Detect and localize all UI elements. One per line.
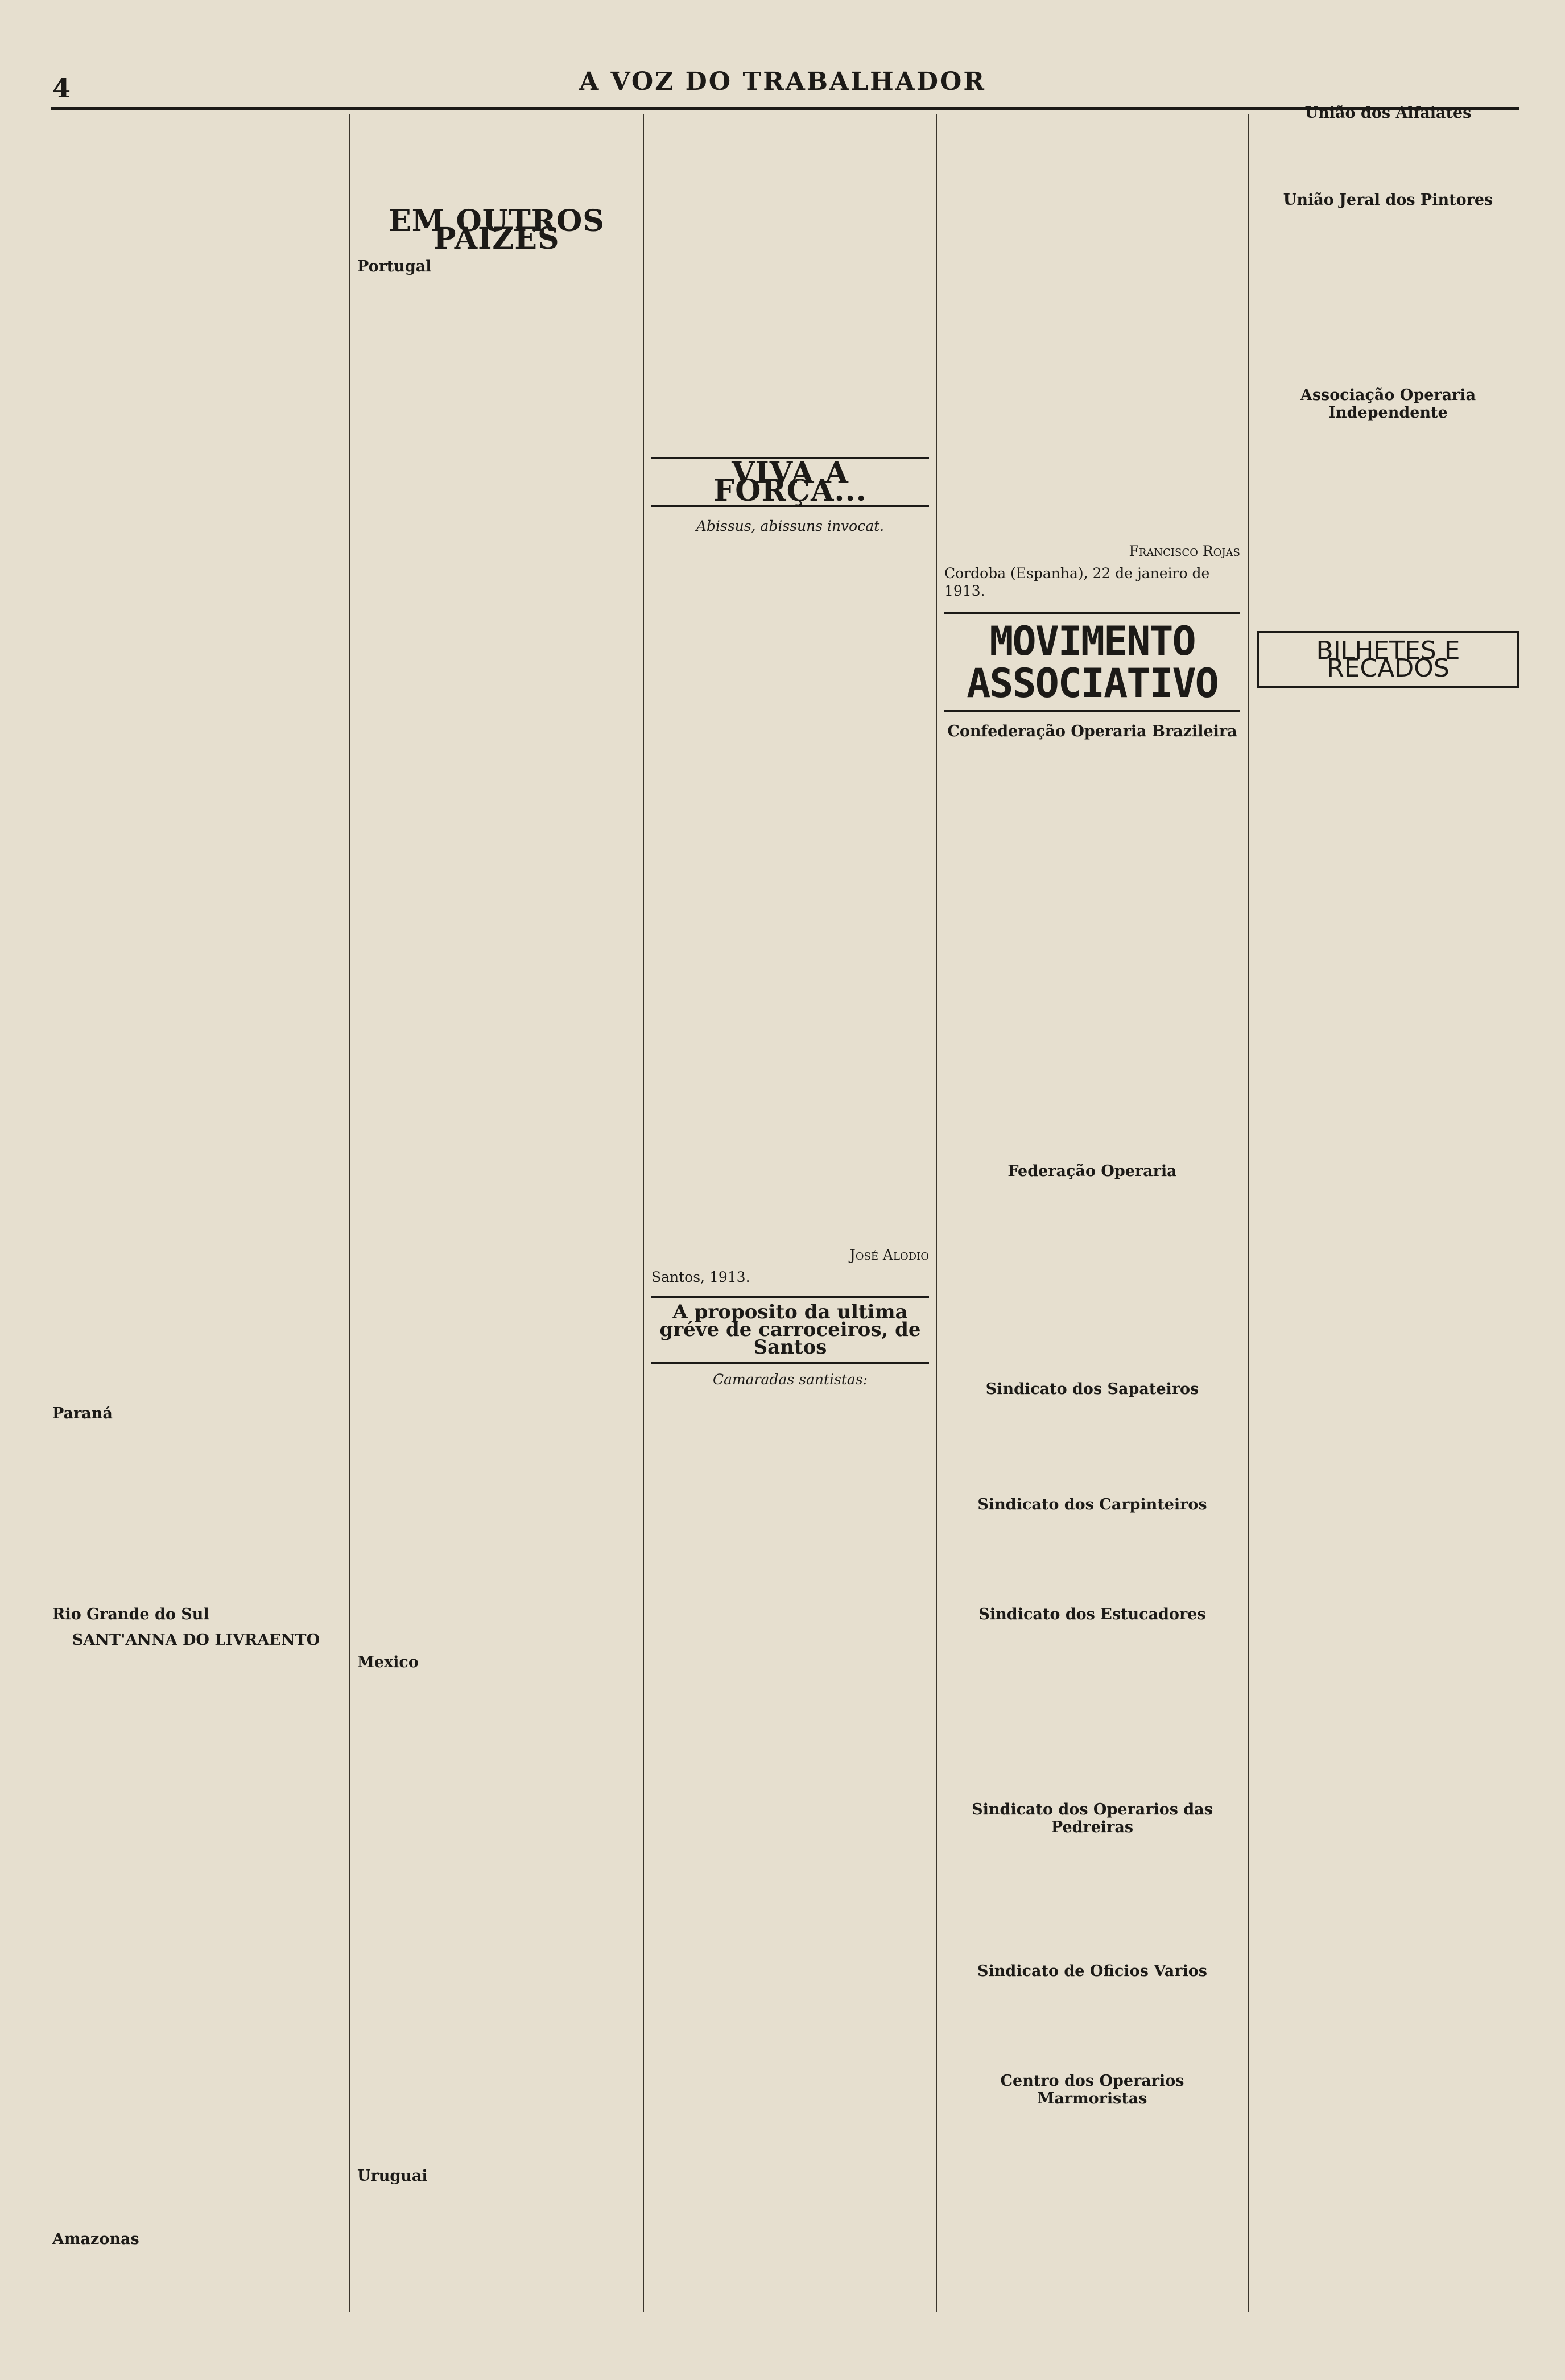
independente-heading: Associação Operaria Independente [1300,386,1476,422]
estucadores-heading: Sindicato dos Estucadores [978,1606,1206,1623]
pintores-heading: União Jeral dos Pintores [1283,191,1493,209]
illegible-body-text [944,1185,1240,1372]
column-2 [357,117,636,2312]
section-uruguai: Uruguai [357,2167,428,2185]
illegible-body-text [651,542,929,1241]
illegible-body-text [944,1985,1240,2064]
illegible-body-text [944,1841,1240,1954]
column-4 [944,117,1240,2312]
column-5 [1257,104,1519,2312]
bilhetes-title: BILHETES E RECADOS [1257,631,1519,688]
viva-signature: José Alodio [849,1247,929,1263]
illegible-body-text [52,1427,340,1598]
column-divider [349,114,350,2312]
masthead: A VOZ DO TRABALHADOR [579,67,986,96]
illegible-body-text [651,117,929,447]
proposito-title: A proposito da ultima gréve de carroceiros, de Santos [651,1296,929,1364]
illegible-body-text [1257,126,1519,183]
illegible-body-text [944,745,1240,1154]
illegible-body-text [944,1518,1240,1598]
illegible-body-text [1257,213,1519,378]
illegible-body-text [357,117,636,202]
outros-paizes-heading: EM OUTROS PAIZES [389,204,605,256]
confederacao-heading: Confederação Operaria Brazileira [947,723,1237,740]
illegible-body-text [1257,426,1519,614]
column-1 [52,117,340,2312]
carpinteiros-heading: Sindicato dos Carpinteiros [977,1496,1207,1513]
sapateiros-heading: Sindicato dos Sapateiros [985,1380,1199,1398]
section-mexico: Mexico [357,1653,419,1671]
rojas-place-date: Cordoba (Espanha), 22 de janeiro de 1913. [944,565,1210,599]
column-3 [651,117,929,2312]
illegible-body-text [944,1403,1240,1488]
oficios-varios-heading: Sindicato de Oficios Varios [977,1962,1207,1980]
illegible-body-text [357,280,636,1645]
illegible-body-text [357,1676,636,2159]
santanna-heading: SANT'ANNA DO LIVRAENTO [72,1631,320,1649]
illegible-body-text [944,117,1240,538]
marmoristas-heading: Centro dos Operarios Marmoristas [1000,2072,1184,2107]
viva-epigraph: Abissus, abissuns invocat. [696,518,885,534]
federacao-heading: Federação Operaria [1007,1162,1177,1180]
section-parana: Paraná [52,1405,113,1422]
column-divider [936,114,937,2312]
illegible-body-text [944,1628,1240,1793]
illegible-body-text [52,117,340,1397]
section-amazonas: Amazonas [52,2230,139,2248]
movimento-title: MOVIMENTO ASSOCIATIVO [944,612,1240,712]
rojas-signature: Francisco Rojas [1129,543,1240,559]
column-divider [1248,114,1249,2312]
page-number: 4 [52,73,71,104]
section-portugal: Portugal [357,258,432,275]
proposito-opening: Camaradas santistas: [712,1371,868,1388]
pedreiras-heading: Sindicato dos Operarios das Pedreiras [972,1801,1213,1836]
column-divider [643,114,644,2312]
alfaiates-heading: União dos Alfaiates [1304,104,1472,122]
viva-a-forca-title: VIVA A FORÇA... [651,457,929,507]
illegible-body-text [52,1653,340,2222]
section-rio-grande: Rio Grande do Sul [52,1606,209,1623]
viva-place: Santos, 1913. [651,1269,750,1285]
